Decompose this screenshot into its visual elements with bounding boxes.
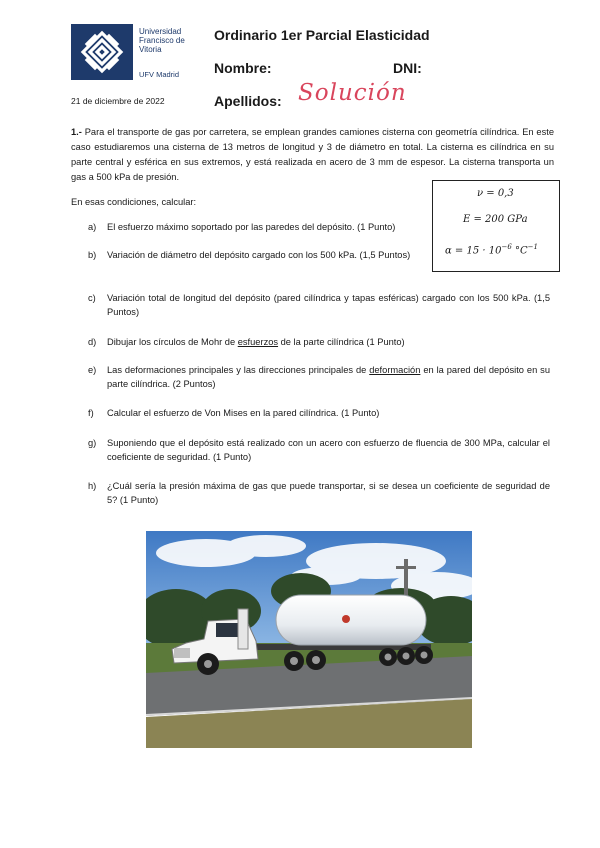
exam-date: 21 de diciembre de 2022 <box>71 96 165 106</box>
question-label: f) <box>88 408 94 418</box>
handwritten-solution: Solución <box>298 80 407 106</box>
exam-title: Ordinario 1er Parcial Elasticidad <box>214 27 430 43</box>
problem-number: 1.- <box>71 127 82 137</box>
question-label: h) <box>88 481 97 491</box>
question-text: Calcular el esfuerzo de Von Mises en la pared cilíndrica. (1 Punto) <box>107 408 380 418</box>
problem-statement <box>71 125 554 185</box>
problem-intro: En esas condiciones, calcular: <box>71 197 197 207</box>
question-f <box>88 407 550 421</box>
nombre-label: Nombre: <box>214 60 272 76</box>
problem-text: Para el transporte de gas por carretera, se emplean grandes camiones cisterna con geometría cilíndrica. En este caso estudiaremos una cisterna de 13 metros de longitud y 3 de diámetro en total. La cisterna es cilíndrica en su parte central y esférica en sus extremos, y está realizada en acero de 3 mm de espesor. La cisterna transporta un gas a 500 kPa de presión. <box>71 127 554 182</box>
dni-label: DNI: <box>393 60 422 76</box>
question-b <box>88 249 425 263</box>
question-text: Dibujar los círculos de Mohr de esfuerzos de la parte cilíndrica (1 Punto) <box>107 337 405 347</box>
tanker-truck-photo <box>146 531 472 748</box>
apellidos-label: Apellidos: <box>214 93 282 109</box>
question-h <box>88 480 550 507</box>
question-label: e) <box>88 365 97 375</box>
question-text: El esfuerzo máximo soportado por las paredes del depósito. (1 Punto) <box>107 222 396 232</box>
question-d <box>88 336 550 350</box>
question-label: b) <box>88 250 97 260</box>
thermal-expansion: $\alpha = 15 \cdot 10^{-6}$ $^\circ C^{-1}$ <box>445 243 538 257</box>
university-logo <box>71 24 133 80</box>
question-e <box>88 364 550 391</box>
young-modulus: E = 200 GPa <box>463 214 528 225</box>
question-text: Variación de diámetro del depósito cargado con los 500 kPa. (1,5 Puntos) <box>107 250 411 260</box>
poisson-ratio: ν = 0,3 <box>477 188 514 199</box>
campus-label: UFV Madrid <box>139 70 180 79</box>
university-name: Universidad Francisco de Vitoria <box>139 27 185 54</box>
question-text: Variación total de longitud del depósito (pared cilíndrica y tapas esféricas) cargado con los 500 kPa. (1,5 Puntos) <box>107 293 550 317</box>
question-text: ¿Cuál sería la presión máxima de gas que puede transportar, si se desea un coeficiente de seguridad de 5? (1 Punto) <box>107 481 550 505</box>
question-label: d) <box>88 337 97 347</box>
question-g <box>88 437 550 464</box>
question-text: Suponiendo que el depósito está realizado con un acero con esfuerzo de fluencia de 300 MPa, calcular el coeficiente de seguridad. (1 Punto) <box>107 438 550 462</box>
question-a <box>88 221 550 235</box>
question-label: g) <box>88 438 97 448</box>
question-label: c) <box>88 293 96 303</box>
question-label: a) <box>88 222 97 232</box>
question-text: Las deformaciones principales y las direcciones principales de deformación en la pared del depósito en su parte cilíndrica. (2 Puntos) <box>107 365 550 389</box>
question-c <box>88 292 550 319</box>
